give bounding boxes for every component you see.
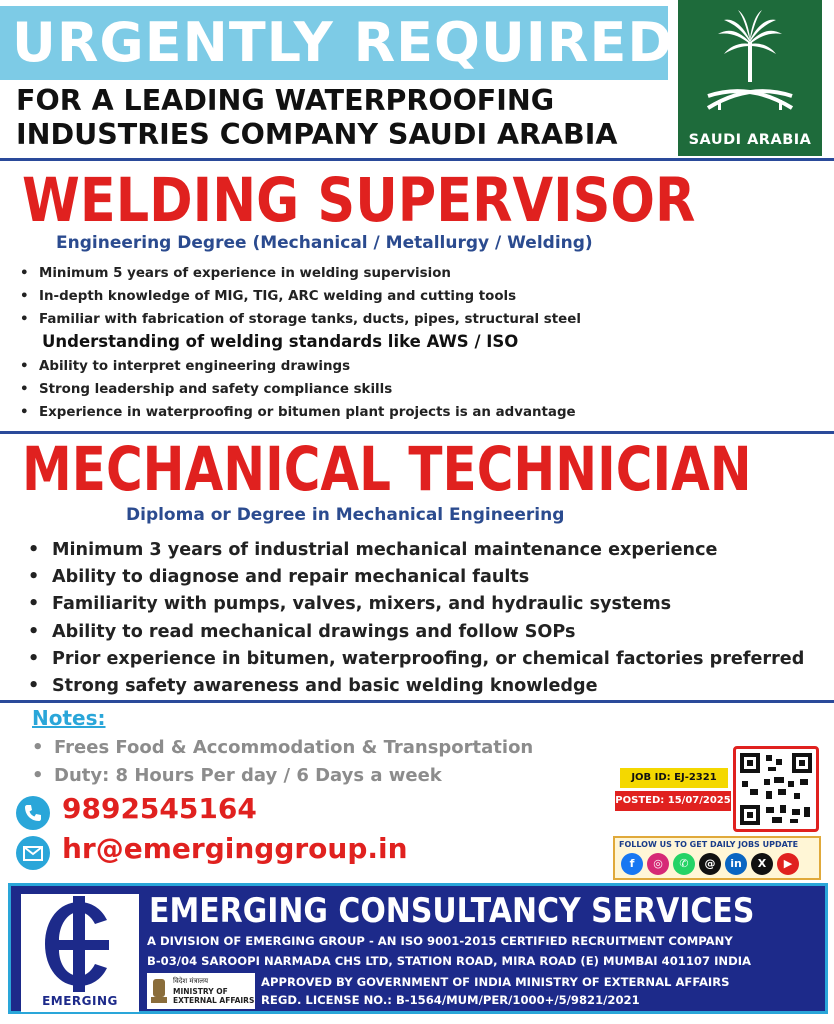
- notes-label: Notes:: [32, 706, 106, 730]
- approval-line: APPROVED BY GOVERNMENT OF INDIA MINISTRY OF EXTERNAL AFFAIRS: [261, 975, 730, 989]
- divider: [0, 158, 834, 161]
- welding-qualification: Engineering Degree (Mechanical / Metallurgy / Welding): [56, 233, 593, 253]
- list-item: • Strong safety awareness and basic welding knowledge: [52, 673, 804, 700]
- facebook-icon[interactable]: f: [621, 853, 643, 875]
- mea-line-1: MINISTRY OF: [173, 987, 228, 996]
- welding-requirements-a: [39, 262, 581, 331]
- threads-icon[interactable]: @: [699, 853, 721, 875]
- list-item: • Ability to interpret engineering drawings: [39, 355, 576, 378]
- email-address[interactable]: hr@emerginggroup.in: [62, 832, 408, 865]
- logo-word: EMERGING: [42, 994, 118, 1008]
- posted-date-badge: POSTED: 15/07/2025: [615, 791, 731, 811]
- list-item: • Prior experience in bitumen, waterproofing, or chemical factories preferred: [52, 646, 804, 673]
- list-item: • Familiarity with pumps, valves, mixers, and hydraulic systems: [52, 591, 804, 618]
- mail-icon: [16, 836, 50, 870]
- emerging-e-icon: [21, 894, 139, 994]
- follow-text: FOLLOW US TO GET DAILY JOBS UPDATE: [619, 840, 799, 849]
- mechanical-qualification: Diploma or Degree in Mechanical Engineering: [126, 505, 565, 525]
- mea-line-2: EXTERNAL AFFAIRS: [173, 996, 255, 1005]
- footer: [8, 883, 828, 1014]
- job-id-badge: JOB ID: EJ-2321: [620, 768, 728, 788]
- list-item: • Frees Food & Accommodation & Transportation: [54, 734, 533, 762]
- divider: [0, 700, 834, 703]
- urgent-heading: URGENTLY REQUIRED: [12, 11, 674, 74]
- company-address: B-03/04 SAROOPI NARMADA CHS LTD, STATION ROAD, MIRA ROAD (E) MUMBAI 401107 INDIA: [147, 954, 751, 968]
- emblem-icon: [147, 973, 171, 1009]
- list-item: • Experience in waterproofing or bitumen plant projects is an advantage: [39, 401, 576, 424]
- company-name: EMERGING CONSULTANCY SERVICES: [149, 891, 755, 931]
- palm-swords-icon: [678, 0, 822, 132]
- list-item: • Minimum 3 years of industrial mechanical maintenance experience: [52, 537, 804, 564]
- mea-text: [173, 987, 254, 1005]
- flag-label: SAUDI ARABIA: [688, 132, 812, 148]
- list-item: • Minimum 5 years of experience in welding supervision: [39, 262, 581, 285]
- youtube-icon[interactable]: ▶: [777, 853, 799, 875]
- welding-requirements-b: [39, 355, 576, 424]
- social-follow-box: [613, 836, 821, 880]
- list-item: • Familiar with fabrication of storage tanks, ducts, pipes, structural steel: [39, 308, 581, 331]
- list-item: • Duty: 8 Hours Per day / 6 Days a week: [54, 762, 533, 790]
- list-item: • Strong leadership and safety compliance skills: [39, 378, 576, 401]
- phone-number[interactable]: 9892545164: [62, 792, 257, 825]
- company-division: A DIVISION OF EMERGING GROUP - AN ISO 9001-2015 CERTIFIED RECRUITMENT COMPANY: [147, 934, 733, 948]
- saudi-flag: [678, 0, 822, 156]
- welding-standards-heading: Understanding of welding standards like AWS / ISO: [42, 332, 519, 351]
- job-title-mechanical-technician: MECHANICAL TECHNICIAN: [22, 434, 752, 505]
- qr-code-icon[interactable]: [733, 746, 819, 832]
- mea-hindi: विदेश मंत्रालय: [173, 977, 209, 985]
- job-title-welding-supervisor: WELDING SUPERVISOR: [22, 165, 696, 236]
- phone-icon: [16, 796, 50, 830]
- instagram-icon[interactable]: ◎: [647, 853, 669, 875]
- list-item: • Ability to read mechanical drawings and follow SOPs: [52, 619, 804, 646]
- notes-list: [54, 734, 533, 790]
- urgent-banner: [0, 6, 674, 80]
- mea-logo: [147, 973, 255, 1009]
- linkedin-icon[interactable]: in: [725, 853, 747, 875]
- list-item: • In-depth knowledge of MIG, TIG, ARC welding and cutting tools: [39, 285, 581, 308]
- company-line-1: FOR A LEADING WATERPROOFING: [16, 84, 555, 117]
- whatsapp-icon[interactable]: ✆: [673, 853, 695, 875]
- list-item: • Ability to diagnose and repair mechanical faults: [52, 564, 804, 591]
- mechanical-requirements: [52, 537, 804, 700]
- license-line: REGD. LICENSE NO.: B-1564/MUM/PER/1000+/5/9821/2021: [261, 993, 640, 1007]
- company-line-2: INDUSTRIES COMPANY SAUDI ARABIA: [16, 118, 618, 151]
- emerging-logo: [21, 894, 139, 1012]
- x-icon[interactable]: X: [751, 853, 773, 875]
